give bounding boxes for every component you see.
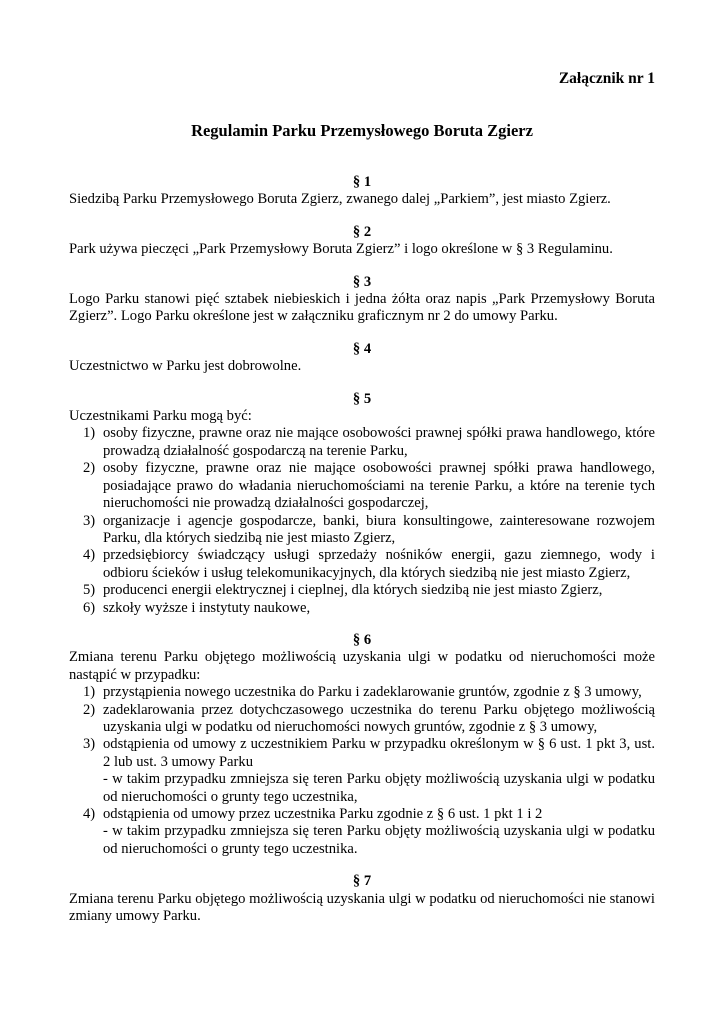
list-item [69, 547, 655, 582]
list-item [69, 736, 655, 806]
section-1 [69, 174, 655, 209]
list-item-note: - w takim przypadku zmniejsza się teren Parku objęty możliwością uzyskania ulgi w podatku od nieruchomości o grunty tego uczestnika. [103, 823, 655, 857]
section-heading: § 6 [352, 631, 372, 648]
list-item-number: 1) [83, 684, 96, 701]
section-heading: § 2 [352, 223, 372, 240]
section-2 [69, 224, 655, 259]
list-item-text: przedsiębiorcy świadczący usługi sprzedaży nośników energii, gazu ziemnego, wody i odbioru ścieków i usług telekomunikacyjnych, dla których siedzibą nie jest miasto Zgierz, [103, 547, 655, 581]
list-item-text: producenci energii elektrycznej i cieplnej, dla których siedzibą nie jest miasto Zgierz, [103, 582, 603, 599]
section-text: Uczestnikami Parku mogą być: [69, 408, 252, 425]
list-item-number: 2) [83, 460, 96, 477]
section-7 [69, 873, 655, 925]
section-text: Uczestnictwo w Parku jest dobrowolne. [69, 358, 302, 375]
document-body [69, 174, 655, 925]
list-item-text: organizacje i agencje gospodarcze, banki, biura konsultingowe, zainteresowane rozwojem Parku, dla których siedzibą nie jest miasto Zgierz, [103, 512, 655, 546]
list-item [69, 702, 655, 737]
list-item-number: 3) [83, 736, 96, 753]
annex-label: Załącznik nr 1 [558, 70, 655, 87]
list-item-number: 5) [83, 582, 96, 599]
list-item [69, 806, 655, 858]
list-item [69, 460, 655, 512]
list-item-text: zadeklarowania przez dotychczasowego uczestnika do terenu Parku objętego możliwością uzyskania ulgi w podatku od nieruchomości nowych gruntów, zgodnie z § 3 umowy, [103, 701, 655, 735]
list-item-number: 6) [83, 599, 96, 616]
list-item [69, 582, 655, 599]
list-item-text: osoby fizyczne, prawne oraz nie mające osobowości prawnej spółki prawa handlowego, które prowadzą działalność gospodarczą na terenie Parku, [103, 425, 655, 459]
list-item-text: odstąpienia od umowy z uczestnikiem Parku w przypadku określonym w § 6 ust. 1 pkt 3, ust. 2 lub ust. 3 umowy Parku [103, 736, 655, 770]
section-text: Park używa pieczęci „Park Przemysłowy Boruta Zgierz” i logo określone w § 3 Regulaminu. [69, 241, 613, 258]
list-item-number: 4) [83, 806, 96, 822]
list-item-note: - w takim przypadku zmniejsza się teren Parku objęty możliwością uzyskania ulgi w podatku od nieruchomości o grunty tego uczestnika, [103, 771, 655, 805]
list-item [69, 600, 655, 617]
section-4 [69, 341, 655, 376]
list-item-text: odstąpienia od umowy przez uczestnika Parku zgodnie z § 6 ust. 1 pkt 1 i 2 [103, 806, 543, 822]
list-item-text: szkoły wyższe i instytuty naukowe, [103, 599, 311, 616]
section-6 [69, 632, 655, 858]
section-5 [69, 391, 655, 617]
section-heading: § 7 [352, 873, 372, 890]
section-text: Zmiana terenu Parku objętego możliwością uzyskania ulgi w podatku od nieruchomości nie stanowi zmiany umowy Parku. [69, 890, 655, 925]
section-3 [69, 274, 655, 326]
list-item-number: 4) [83, 547, 96, 564]
section-heading: § 3 [352, 273, 372, 290]
list-item-number: 3) [83, 512, 96, 529]
list-item [69, 513, 655, 548]
section-heading: § 5 [352, 390, 372, 407]
list-item-number: 2) [83, 701, 96, 718]
list-item-number: 1) [83, 425, 96, 442]
section-list [69, 425, 655, 616]
document-title: Regulamin Parku Przemysłowego Boruta Zgierz [191, 121, 533, 140]
list-item-text: przystąpienia nowego uczestnika do Parku i zadeklarowanie gruntów, zgodnie z § 3 umowy, [103, 684, 642, 701]
list-item [69, 425, 655, 460]
list-item [69, 684, 655, 701]
list-item-text: osoby fizyczne, prawne oraz nie mające osobowości prawnej spółki prawa handlowego, posiadające prawo do władania nieruchomościami na terenie Parku, a które na terenie tych nieruchomości nie prowadzą działalności gospodarczej, [103, 460, 655, 512]
section-list [69, 684, 655, 858]
section-heading: § 1 [352, 174, 372, 190]
section-text: Zmiana terenu Parku objętego możliwością uzyskania ulgi w podatku od nieruchomości może nastąpić w przypadku: [69, 649, 655, 683]
section-text: Logo Parku stanowi pięć sztabek niebieskich i jedna żółta oraz napis „Park Przemysłowy Boruta Zgierz”. Logo Parku określone jest w załączniku graficznym nr 2 do umowy Parku. [69, 291, 655, 325]
section-heading: § 4 [352, 340, 372, 357]
section-text: Siedzibą Parku Przemysłowego Boruta Zgierz, zwanego dalej „Parkiem”, jest miasto Zgierz. [69, 191, 611, 208]
